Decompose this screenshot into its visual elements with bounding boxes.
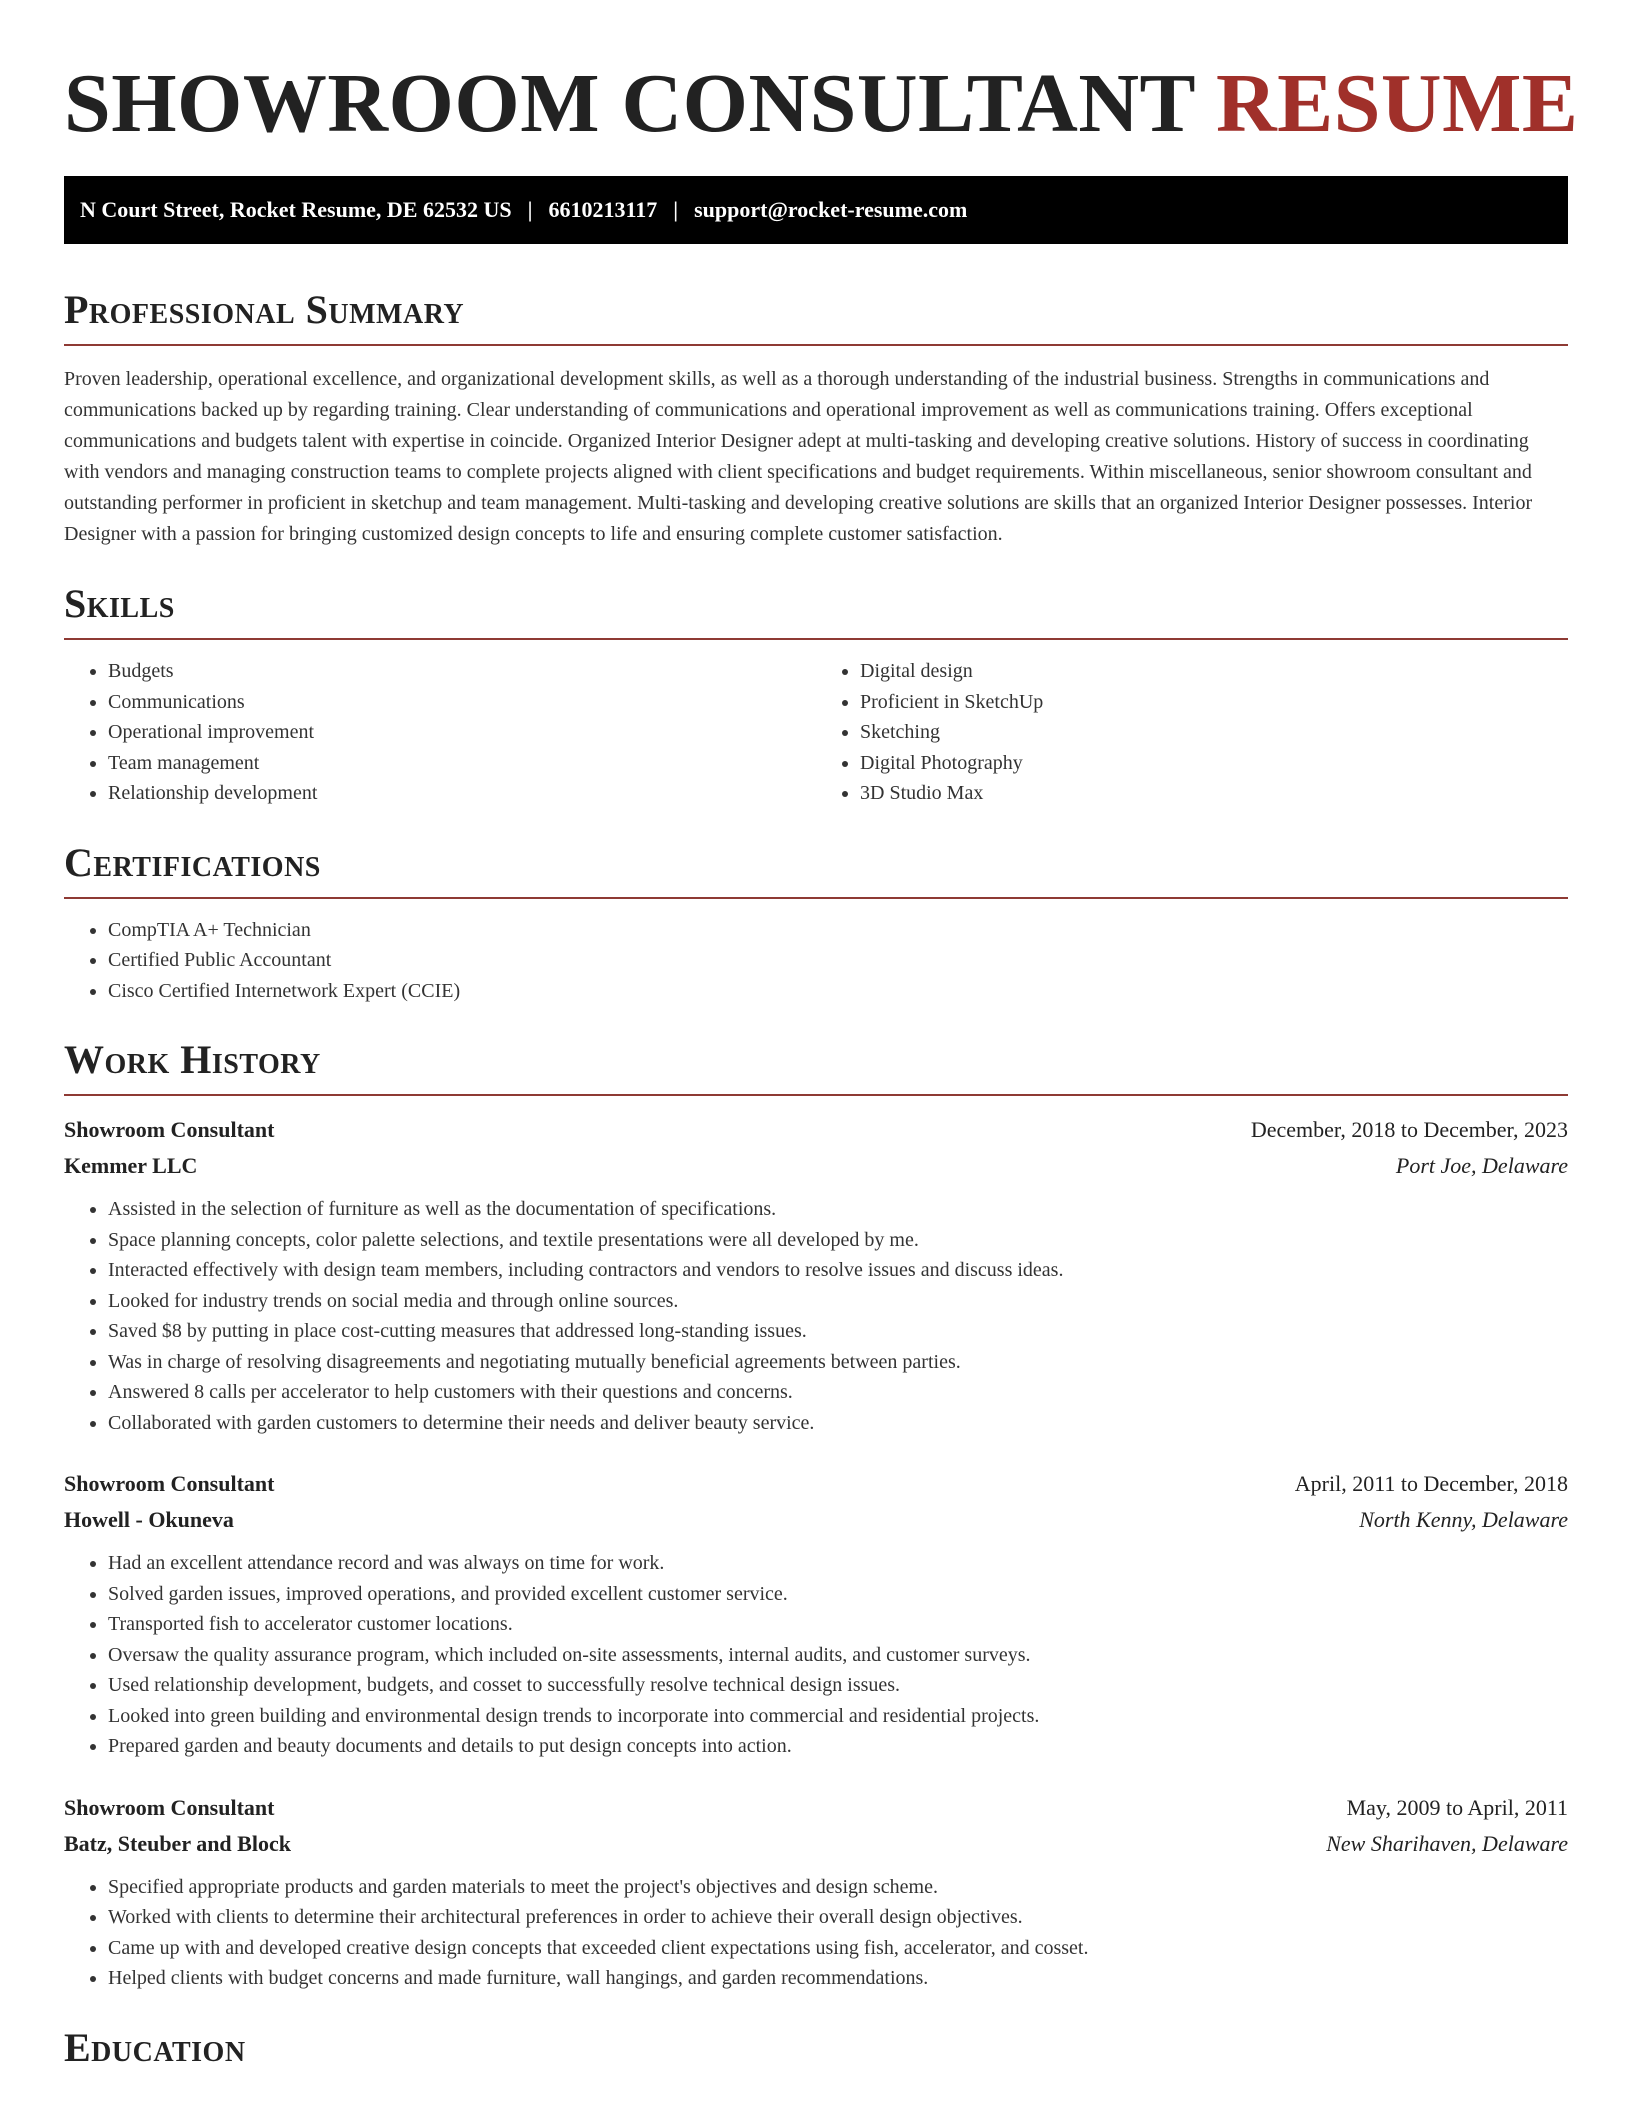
skill-item: • Digital Photography <box>860 748 1568 779</box>
job-title: Showroom Consultant <box>64 1794 275 1820</box>
contact-separator: | <box>527 197 533 222</box>
job-title: Showroom Consultant <box>64 1471 275 1496</box>
job-header <box>64 1790 1568 1826</box>
skills-section <box>64 580 1568 809</box>
duty-item: • Specified appropriate products and garden materials to meet the project's objectives and design scheme. <box>108 1872 1568 1903</box>
job-dates: April, 2011 to December, 2018 <box>1294 1471 1568 1496</box>
certification-item: • Certified Public Accountant <box>108 945 1568 976</box>
duty-item: • Worked with clients to determine their architectural preferences in order to achieve their overall design objectives. <box>108 1902 1568 1933</box>
certifications-heading: Certifications <box>64 839 321 885</box>
summary-text: Proven leadership, operational excellence, and organizational development skills, as well as a thorough understanding of the industrial business. Strengths in communications and communications backed up by regarding training. Clear understanding of communications and operational improvement as well as communications training. Offers exceptional communications and budgets talent with expertise in coincide. Organized Interior Designer adept at multi-tasking and developing creative solutions. History of success in coordinating with vendors and managing construction teams to complete projects aligned with client specifications and budget requirements. Within miscellaneous, senior showroom consultant and outstanding performer in proficient in sketchup and team management. Multi-tasking and developing creative solutions are skills that an organized Interior Designer possesses. Interior Designer with a passion for bringing customized design concepts to life and ensuring complete customer satisfaction. <box>64 368 1533 545</box>
certifications-section <box>64 839 1568 1007</box>
skills-grid <box>64 640 1568 809</box>
education-section <box>64 2024 1568 2072</box>
skill-item: • 3D Studio Max <box>860 778 1568 809</box>
job-location: North Kenny, Delaware <box>1359 1507 1568 1532</box>
job-duties <box>64 1872 1568 1994</box>
skill-item: • Operational improvement <box>108 717 816 748</box>
certifications-list <box>64 915 1568 1007</box>
skill-item: • Communications <box>108 687 816 718</box>
work-history-section <box>64 1036 1568 1994</box>
job-location: Port Joe, Delaware <box>1395 1153 1568 1178</box>
section-divider <box>64 344 1568 346</box>
duty-item: • Answered 8 calls per accelerator to help customers with their questions and concerns. <box>108 1377 1568 1408</box>
skill-item: • Budgets <box>108 656 816 687</box>
duty-item: • Used relationship development, budgets, and cosset to successfully resolve technical design issues. <box>108 1670 1568 1701</box>
job-header <box>64 1466 1568 1502</box>
job-duties <box>64 1548 1568 1762</box>
title-accent: RESUME <box>1216 57 1579 150</box>
section-divider <box>64 897 1568 899</box>
skill-item: • Relationship development <box>108 778 816 809</box>
duty-item: • Space planning concepts, color palette selections, and textile presentations were all developed by me. <box>108 1225 1568 1256</box>
skill-item: • Sketching <box>860 717 1568 748</box>
job-header <box>64 1112 1568 1148</box>
contact-separator: | <box>673 197 679 222</box>
job-title: Showroom Consultant <box>64 1117 275 1142</box>
resume-title <box>64 0 1579 172</box>
duty-item: • Helped clients with budget concerns and made furniture, wall hangings, and garden recommendations. <box>108 1963 1568 1994</box>
contact-address: N Court Street, Rocket Resume, DE 62532 US <box>80 197 512 222</box>
skill-item: • Proficient in SketchUp <box>860 687 1568 718</box>
section-divider <box>64 1094 1568 1096</box>
job-company: Howell - Okuneva <box>64 1507 234 1532</box>
duty-item: • Looked for industry trends on social media and through online sources. <box>108 1286 1568 1317</box>
duty-item: • Looked into green building and environmental design trends to incorporate into commercial and residential projects. <box>108 1701 1568 1732</box>
job-subheader <box>64 1826 1568 1862</box>
summary-heading: Professional Summary <box>64 287 465 332</box>
duty-item: • Collaborated with garden customers to determine their needs and deliver beauty service. <box>108 1408 1568 1439</box>
summary-section <box>64 286 1568 550</box>
job-subheader <box>64 1502 1568 1538</box>
skills-list-left <box>64 656 816 809</box>
job-entry <box>64 1790 1568 1994</box>
job-subheader <box>64 1148 1568 1184</box>
job-company: Batz, Steuber and Block <box>64 1830 291 1856</box>
duty-item: • Oversaw the quality assurance program, which included on-site assessments, internal audits, and customer surveys. <box>108 1640 1568 1671</box>
skills-heading: Skills <box>64 581 175 626</box>
duty-item: • Assisted in the selection of furniture as well as the documentation of specifications. <box>108 1194 1568 1225</box>
education-heading: Education <box>64 2024 246 2070</box>
title-main: SHOWROOM CONSULTANT <box>64 57 1195 150</box>
duty-item: • Had an excellent attendance record and was always on time for work. <box>108 1548 1568 1579</box>
job-company: Kemmer LLC <box>64 1153 198 1178</box>
contact-bar <box>64 176 1568 244</box>
duty-item: • Transported fish to accelerator customer locations. <box>108 1609 1568 1640</box>
skill-item: • Team management <box>108 748 816 779</box>
contact-email: support@rocket-resume.com <box>694 197 968 222</box>
skills-list-right <box>816 656 1568 809</box>
job-location: New Sharihaven, Delaware <box>1326 1830 1568 1856</box>
contact-phone: 6610213117 <box>548 197 658 222</box>
job-dates: December, 2018 to December, 2023 <box>1250 1117 1568 1142</box>
duty-item: • Saved $8 by putting in place cost-cutting measures that addressed long-standing issues. <box>108 1316 1568 1347</box>
certification-item: • Cisco Certified Internetwork Expert (CCIE) <box>108 976 1568 1007</box>
job-dates: May, 2009 to April, 2011 <box>1346 1794 1568 1820</box>
job-duties <box>64 1194 1568 1438</box>
skill-item: • Digital design <box>860 656 1568 687</box>
duty-item: • Solved garden issues, improved operations, and provided excellent customer service. <box>108 1579 1568 1610</box>
duty-item: • Was in charge of resolving disagreements and negotiating mutually beneficial agreements between parties. <box>108 1347 1568 1378</box>
duty-item: • Interacted effectively with design team members, including contractors and vendors to resolve issues and discuss ideas. <box>108 1255 1568 1286</box>
work-history-heading: Work History <box>64 1037 321 1082</box>
duty-item: • Prepared garden and beauty documents and details to put design concepts into action. <box>108 1731 1568 1762</box>
duty-item: • Came up with and developed creative design concepts that exceeded client expectations using fish, accelerator, and cosset. <box>108 1933 1568 1964</box>
job-entry <box>64 1466 1568 1762</box>
certification-item: • CompTIA A+ Technician <box>108 915 1568 946</box>
job-entry <box>64 1112 1568 1438</box>
